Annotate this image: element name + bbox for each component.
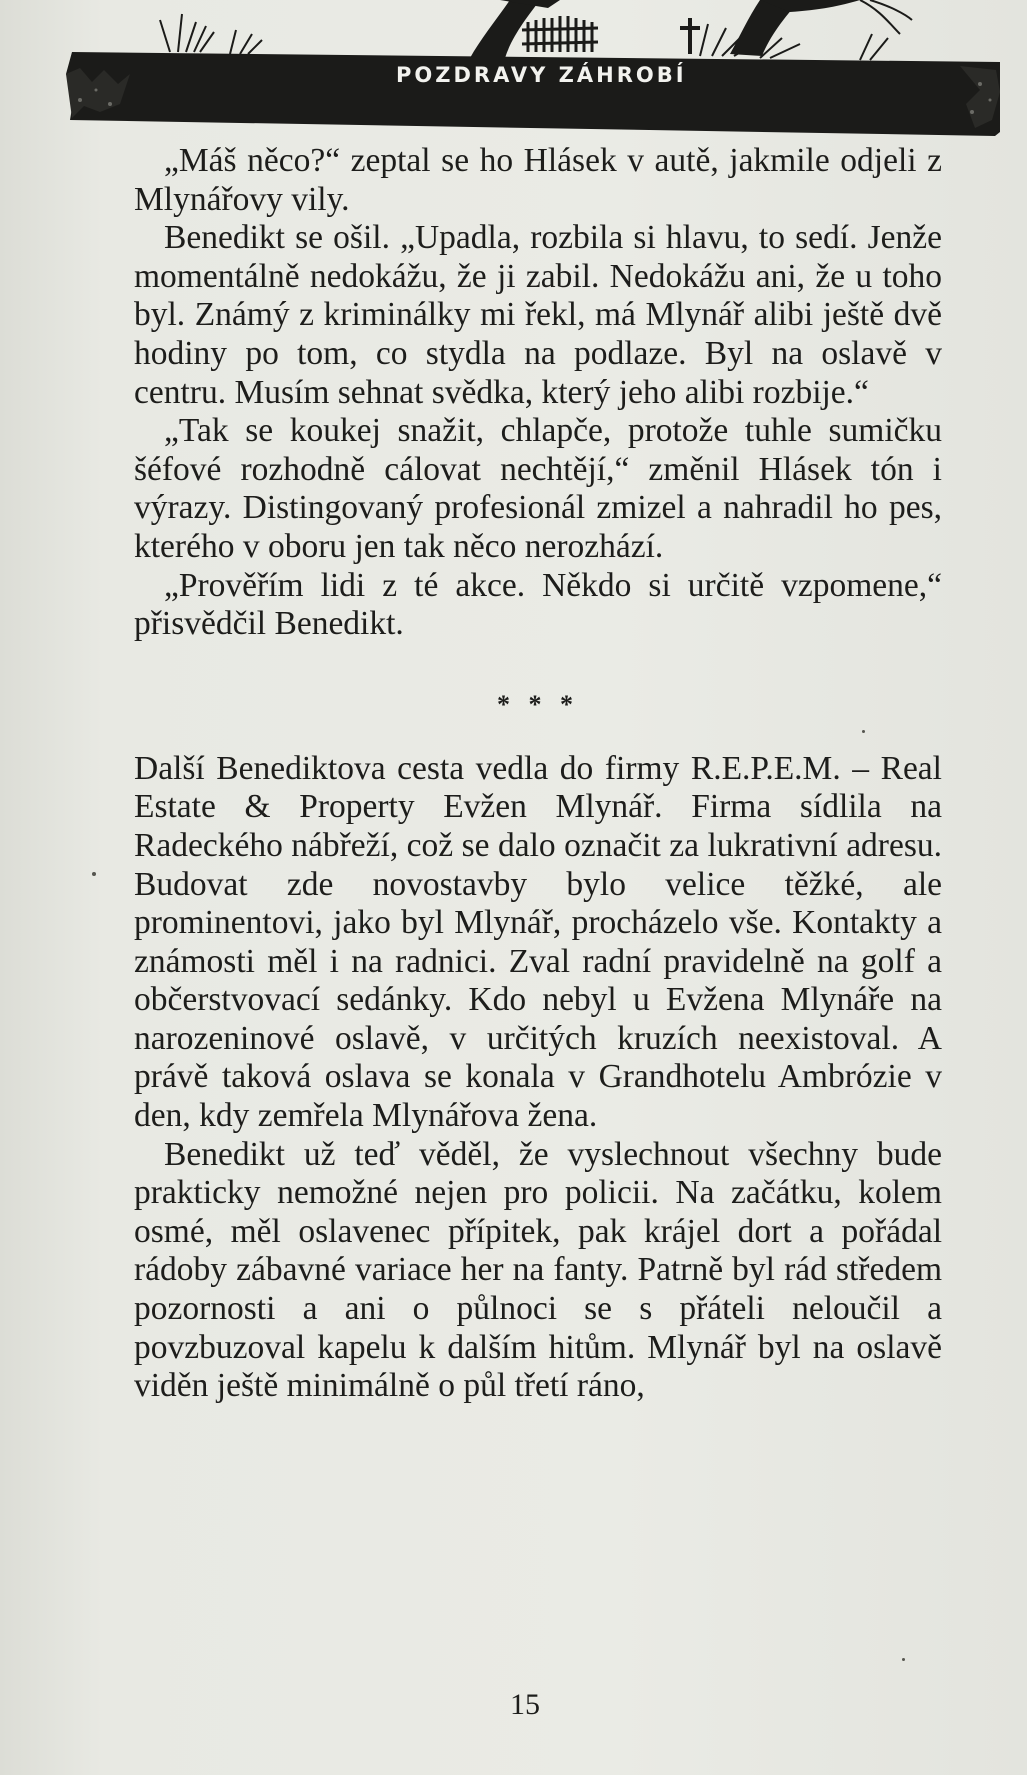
page-body-text xyxy=(134,142,942,1406)
chapter-header-banner xyxy=(0,0,1027,140)
paragraph-2: Benedikt se ošil. „Upadla, rozbila si hlavu, to sedí. Jenže momentálně nedokážu, že ji zabil. Nedokážu ani, že u toho byl. Známý z kriminálky mi řekl, má Mlynář alibi ještě dvě hodiny po tom, co stydla na podlaze. Byl na oslavě v centru. Musím sehnat svědka, který jeho alibi rozbije.“ xyxy=(134,219,942,411)
paper-speck xyxy=(92,872,96,876)
paragraph-6: Benedikt už teď věděl, že vyslechnout všechny bude prakticky nemožné nejen pro policii. Na začátku, kolem osmé, měl oslavenec přípitek, pak krájel dort a pořádal rádoby zábavné variace her na fanty. Patrně byl rád středem pozornosti a ani o půlnoci se s přáteli neloučil a povzbuzoval kapelu k dalším hitům. Mlynář byl na oslavě viděn ještě minimálně o půl třetí ráno, xyxy=(134,1135,942,1405)
page-number: 15 xyxy=(510,1688,540,1721)
running-header-title: POZDRAVY ZÁHROBÍ xyxy=(396,63,687,87)
paragraph-3: „Tak se koukej snažit, chlapče, protože tuhle sumičku šéfové rozhodně cálovat nechtějí,“ změnil Hlásek tón i výrazy. Distingovaný profesionál zmizel a nahradil ho pes, kterého v oboru jen tak něco nerozhází. xyxy=(134,412,942,565)
paragraph-1: „Máš něco?“ zeptal se ho Hlásek v autě, jakmile odjeli z Mlynářovy vily. xyxy=(134,142,942,218)
paper-speck xyxy=(902,1658,905,1661)
paragraph-5: Další Benediktova cesta vedla do firmy R.E.P.E.M. – Real Estate & Property Evžen Mlynář. Firma sídlila na Radeckého nábřeží, což se dalo označit za lukrativní adresu. Budovat zde novostavby bylo velice těžké, ale prominentovi, jako byl Mlynář, procházelo vše. Kontakty a známosti měl i na radnici. Zval radní pravidelně na golf a občerstvovací sedánky. Kdo nebyl u Evžena Mlynáře na narozeninové oslavě, v určitých kruzích neexistoval. A právě taková oslava se konala v Grandhotelu Ambrózie v den, kdy zemřela Mlynářova žena. xyxy=(134,749,942,1135)
section-break: * * * xyxy=(497,689,579,719)
paper-speck xyxy=(862,730,865,733)
paragraph-4: „Prověřím lidi z té akce. Někdo si určitě vzpomene,“ přisvědčil Benedikt. xyxy=(134,566,942,643)
